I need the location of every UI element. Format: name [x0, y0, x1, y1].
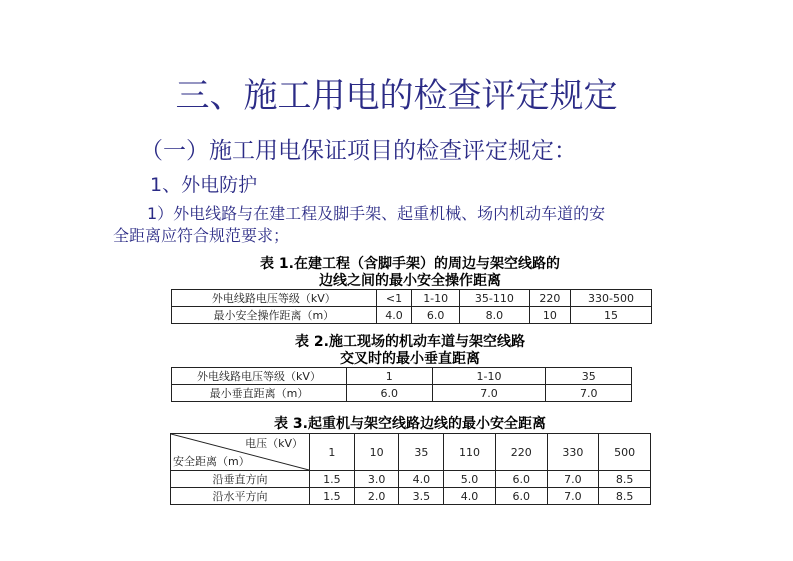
cell: 500 [599, 434, 651, 471]
cell: 3.0 [354, 471, 399, 488]
table-row [172, 368, 632, 385]
table1 [171, 289, 652, 324]
caption-line: 表 2.施工现场的机动车道与架空线路 [295, 334, 525, 350]
cell: <1 [376, 290, 412, 307]
cell: 15 [571, 307, 652, 324]
cell: 35 [399, 434, 444, 471]
table2-caption [160, 334, 660, 368]
table3-caption: 表 3.起重机与架空线路边线的最小安全距离 [274, 416, 546, 432]
cell: 外电线路电压等级（kV） [172, 368, 347, 385]
cell: 2.0 [354, 488, 399, 505]
table-row [171, 488, 651, 505]
cell: 1 [310, 434, 355, 471]
table3 [170, 433, 651, 505]
slide-title: 三、施工用电的检查评定规定 [175, 76, 618, 116]
caption-line: 交叉时的最小垂直距离 [340, 351, 480, 367]
cell: 1.5 [310, 488, 355, 505]
table2 [171, 367, 632, 402]
cell: 110 [444, 434, 496, 471]
cell: 1.5 [310, 471, 355, 488]
cell: 8.0 [459, 307, 529, 324]
cell: 7.0 [547, 488, 599, 505]
paragraph-line: 1）外电线路与在建工程及脚手架、起重机械、场内机动车道的安 [147, 204, 606, 223]
subtitle: （一）施工用电保证项目的检查评定规定： [140, 138, 577, 164]
caption-line: 边线之间的最小安全操作距离 [319, 273, 501, 289]
header-voltage: 电压（kV） [245, 437, 303, 450]
cell: 1 [347, 368, 433, 385]
cell: 330 [547, 434, 599, 471]
cell: 10 [354, 434, 399, 471]
cell: 8.5 [599, 471, 651, 488]
table-row [171, 434, 651, 471]
cell: 6.0 [412, 307, 460, 324]
table-row [172, 290, 652, 307]
cell: 6.0 [495, 471, 547, 488]
header-distance: 安全距离（m） [173, 455, 250, 468]
cell: 外电线路电压等级（kV） [172, 290, 377, 307]
cell: 4.0 [399, 471, 444, 488]
paragraph-line: 全距离应符合规范要求； [113, 226, 290, 245]
cell: 7.0 [432, 385, 546, 402]
cell: 最小安全操作距离（m） [172, 307, 377, 324]
caption-line: 表 1.在建工程（含脚手架）的周边与架空线路的 [260, 256, 560, 272]
cell: 4.0 [376, 307, 412, 324]
cell: 7.0 [546, 385, 632, 402]
table-row [172, 307, 652, 324]
cell: 沿水平方向 [171, 488, 310, 505]
table-row [171, 471, 651, 488]
cell: 7.0 [547, 471, 599, 488]
table1-caption [160, 256, 660, 290]
table-row [172, 385, 632, 402]
cell: 3.5 [399, 488, 444, 505]
cell: 8.5 [599, 488, 651, 505]
section-heading: 1、外电防护 [150, 174, 258, 196]
cell: 6.0 [347, 385, 433, 402]
cell: 1-10 [432, 368, 546, 385]
cell: 35 [546, 368, 632, 385]
cell: 5.0 [444, 471, 496, 488]
cell: 10 [529, 307, 570, 324]
cell: 1-10 [412, 290, 460, 307]
cell: 6.0 [495, 488, 547, 505]
cell: 35-110 [459, 290, 529, 307]
cell: 330-500 [571, 290, 652, 307]
cell: 沿垂直方向 [171, 471, 310, 488]
cell: 4.0 [444, 488, 496, 505]
cell: 220 [529, 290, 570, 307]
cell: 220 [495, 434, 547, 471]
diagonal-header-cell [171, 434, 310, 471]
cell: 最小垂直距离（m） [172, 385, 347, 402]
